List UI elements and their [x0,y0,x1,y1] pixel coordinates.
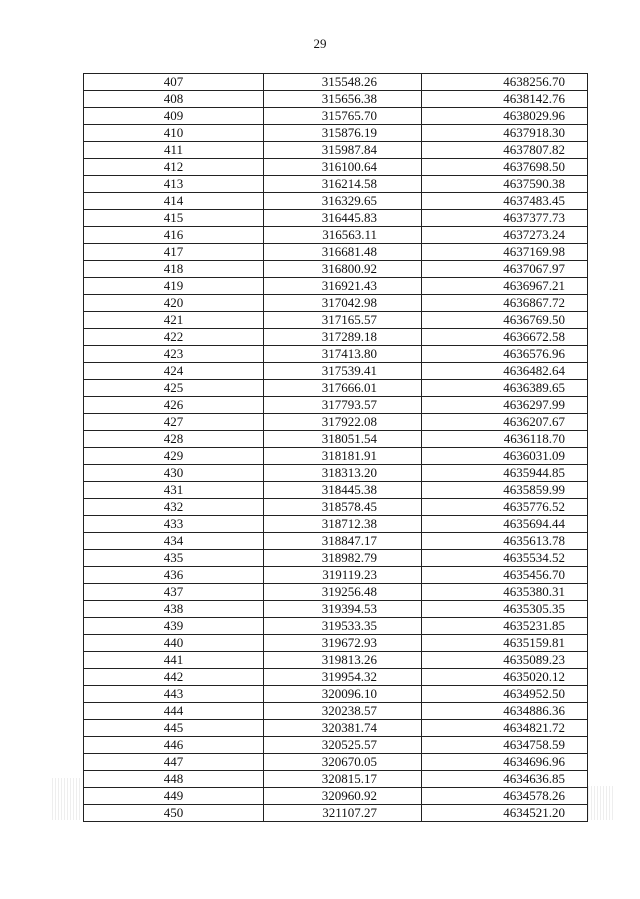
y-coordinate-cell: 4637807.82 [422,142,588,159]
table-row [84,703,588,720]
point-number-cell: 413 [84,176,264,193]
x-coordinate-cell: 319394.53 [264,601,422,618]
point-number-cell: 439 [84,618,264,635]
x-coordinate-cell: 317042.98 [264,295,422,312]
y-coordinate-cell: 4635776.52 [422,499,588,516]
y-coordinate-cell: 4638142.76 [422,91,588,108]
x-coordinate-cell: 317289.18 [264,329,422,346]
table-row [84,465,588,482]
point-number-cell: 407 [84,74,264,91]
point-number-cell: 446 [84,737,264,754]
y-coordinate-cell: 4636576.96 [422,346,588,363]
table-row [84,397,588,414]
y-coordinate-cell: 4635159.81 [422,635,588,652]
x-coordinate-cell: 318847.17 [264,533,422,550]
y-coordinate-cell: 4634521.20 [422,805,588,822]
table-row [84,754,588,771]
x-coordinate-cell: 319954.32 [264,669,422,686]
table-row [84,312,588,329]
table-row [84,193,588,210]
x-coordinate-cell: 319256.48 [264,584,422,601]
point-number-cell: 448 [84,771,264,788]
point-number-cell: 414 [84,193,264,210]
x-coordinate-cell: 316445.83 [264,210,422,227]
x-coordinate-cell: 320815.17 [264,771,422,788]
point-number-cell: 429 [84,448,264,465]
x-coordinate-cell: 319813.26 [264,652,422,669]
x-coordinate-cell: 316800.92 [264,261,422,278]
table-row [84,618,588,635]
y-coordinate-cell: 4636031.09 [422,448,588,465]
point-number-cell: 440 [84,635,264,652]
x-coordinate-cell: 317922.08 [264,414,422,431]
y-coordinate-cell: 4635694.44 [422,516,588,533]
point-number-cell: 436 [84,567,264,584]
table-row [84,125,588,142]
y-coordinate-cell: 4635380.31 [422,584,588,601]
point-number-cell: 418 [84,261,264,278]
table-row [84,295,588,312]
table-row [84,142,588,159]
point-number-cell: 432 [84,499,264,516]
x-coordinate-cell: 316329.65 [264,193,422,210]
x-coordinate-cell: 319119.23 [264,567,422,584]
table-row [84,91,588,108]
table-row [84,499,588,516]
table-row [84,363,588,380]
y-coordinate-cell: 4634821.72 [422,720,588,737]
table-row [84,380,588,397]
x-coordinate-cell: 316921.43 [264,278,422,295]
point-number-cell: 425 [84,380,264,397]
point-number-cell: 435 [84,550,264,567]
x-coordinate-cell: 318445.38 [264,482,422,499]
point-number-cell: 420 [84,295,264,312]
y-coordinate-cell: 4637273.24 [422,227,588,244]
table-row [84,635,588,652]
y-coordinate-cell: 4638256.70 [422,74,588,91]
x-coordinate-cell: 320525.57 [264,737,422,754]
x-coordinate-cell: 315987.84 [264,142,422,159]
table-row [84,720,588,737]
point-number-cell: 421 [84,312,264,329]
table-row [84,329,588,346]
y-coordinate-cell: 4634578.26 [422,788,588,805]
x-coordinate-cell: 317666.01 [264,380,422,397]
table-row [84,788,588,805]
table-row [84,601,588,618]
y-coordinate-cell: 4637377.73 [422,210,588,227]
point-number-cell: 411 [84,142,264,159]
y-coordinate-cell: 4638029.96 [422,108,588,125]
table-row [84,74,588,91]
x-coordinate-cell: 320096.10 [264,686,422,703]
point-number-cell: 445 [84,720,264,737]
table-row [84,550,588,567]
x-coordinate-cell: 320238.57 [264,703,422,720]
table-row [84,567,588,584]
page-number: 29 [313,36,327,51]
table-row [84,516,588,533]
y-coordinate-cell: 4636118.70 [422,431,588,448]
point-number-cell: 416 [84,227,264,244]
point-number-cell: 408 [84,91,264,108]
table-row [84,210,588,227]
x-coordinate-cell: 315548.26 [264,74,422,91]
point-number-cell: 434 [84,533,264,550]
table-row [84,448,588,465]
y-coordinate-cell: 4635859.99 [422,482,588,499]
y-coordinate-cell: 4635613.78 [422,533,588,550]
x-coordinate-cell: 320381.74 [264,720,422,737]
table-row [84,584,588,601]
y-coordinate-cell: 4634696.96 [422,754,588,771]
point-number-cell: 427 [84,414,264,431]
table-row [84,533,588,550]
table-row [84,227,588,244]
x-coordinate-cell: 317413.80 [264,346,422,363]
point-number-cell: 447 [84,754,264,771]
table-row [84,108,588,125]
x-coordinate-cell: 317165.57 [264,312,422,329]
x-coordinate-cell: 315656.38 [264,91,422,108]
x-coordinate-cell: 319672.93 [264,635,422,652]
table-row [84,652,588,669]
x-coordinate-cell: 317539.41 [264,363,422,380]
coordinates-table [83,73,588,822]
x-coordinate-cell: 318181.91 [264,448,422,465]
y-coordinate-cell: 4635456.70 [422,567,588,584]
x-coordinate-cell: 316563.11 [264,227,422,244]
point-number-cell: 438 [84,601,264,618]
y-coordinate-cell: 4637590.38 [422,176,588,193]
y-coordinate-cell: 4637483.45 [422,193,588,210]
x-coordinate-cell: 316214.58 [264,176,422,193]
table-row [84,159,588,176]
x-coordinate-cell: 315765.70 [264,108,422,125]
table-row [84,176,588,193]
point-number-cell: 444 [84,703,264,720]
x-coordinate-cell: 318982.79 [264,550,422,567]
x-coordinate-cell: 316100.64 [264,159,422,176]
y-coordinate-cell: 4636389.65 [422,380,588,397]
y-coordinate-cell: 4635020.12 [422,669,588,686]
table-row [84,431,588,448]
y-coordinate-cell: 4636207.67 [422,414,588,431]
table-row [84,346,588,363]
x-coordinate-cell: 321107.27 [264,805,422,822]
y-coordinate-cell: 4636297.99 [422,397,588,414]
point-number-cell: 433 [84,516,264,533]
x-coordinate-cell: 319533.35 [264,618,422,635]
table-row [84,669,588,686]
y-coordinate-cell: 4636769.50 [422,312,588,329]
table-row [84,414,588,431]
y-coordinate-cell: 4634636.85 [422,771,588,788]
y-coordinate-cell: 4635305.35 [422,601,588,618]
point-number-cell: 422 [84,329,264,346]
x-coordinate-cell: 318578.45 [264,499,422,516]
y-coordinate-cell: 4636867.72 [422,295,588,312]
point-number-cell: 441 [84,652,264,669]
point-number-cell: 417 [84,244,264,261]
y-coordinate-cell: 4634952.50 [422,686,588,703]
point-number-cell: 437 [84,584,264,601]
table-row [84,278,588,295]
point-number-cell: 412 [84,159,264,176]
point-number-cell: 443 [84,686,264,703]
y-coordinate-cell: 4637169.98 [422,244,588,261]
x-coordinate-cell: 318051.54 [264,431,422,448]
table-row [84,737,588,754]
scan-artifact-right [588,786,614,820]
point-number-cell: 430 [84,465,264,482]
point-number-cell: 450 [84,805,264,822]
y-coordinate-cell: 4637698.50 [422,159,588,176]
y-coordinate-cell: 4636482.64 [422,363,588,380]
coordinates-table-body [84,74,588,822]
point-number-cell: 442 [84,669,264,686]
x-coordinate-cell: 316681.48 [264,244,422,261]
point-number-cell: 410 [84,125,264,142]
point-number-cell: 409 [84,108,264,125]
table-row [84,686,588,703]
table-row [84,771,588,788]
y-coordinate-cell: 4635944.85 [422,465,588,482]
y-coordinate-cell: 4636672.58 [422,329,588,346]
y-coordinate-cell: 4637918.30 [422,125,588,142]
y-coordinate-cell: 4634758.59 [422,737,588,754]
x-coordinate-cell: 320670.05 [264,754,422,771]
table-row [84,805,588,822]
y-coordinate-cell: 4635231.85 [422,618,588,635]
point-number-cell: 449 [84,788,264,805]
table-row [84,482,588,499]
y-coordinate-cell: 4634886.36 [422,703,588,720]
table-row [84,261,588,278]
point-number-cell: 431 [84,482,264,499]
y-coordinate-cell: 4637067.97 [422,261,588,278]
point-number-cell: 415 [84,210,264,227]
y-coordinate-cell: 4636967.21 [422,278,588,295]
x-coordinate-cell: 315876.19 [264,125,422,142]
point-number-cell: 426 [84,397,264,414]
point-number-cell: 423 [84,346,264,363]
point-number-cell: 428 [84,431,264,448]
point-number-cell: 419 [84,278,264,295]
scan-artifact-left [52,778,82,820]
x-coordinate-cell: 320960.92 [264,788,422,805]
y-coordinate-cell: 4635534.52 [422,550,588,567]
x-coordinate-cell: 318313.20 [264,465,422,482]
point-number-cell: 424 [84,363,264,380]
x-coordinate-cell: 317793.57 [264,397,422,414]
x-coordinate-cell: 318712.38 [264,516,422,533]
table-row [84,244,588,261]
y-coordinate-cell: 4635089.23 [422,652,588,669]
